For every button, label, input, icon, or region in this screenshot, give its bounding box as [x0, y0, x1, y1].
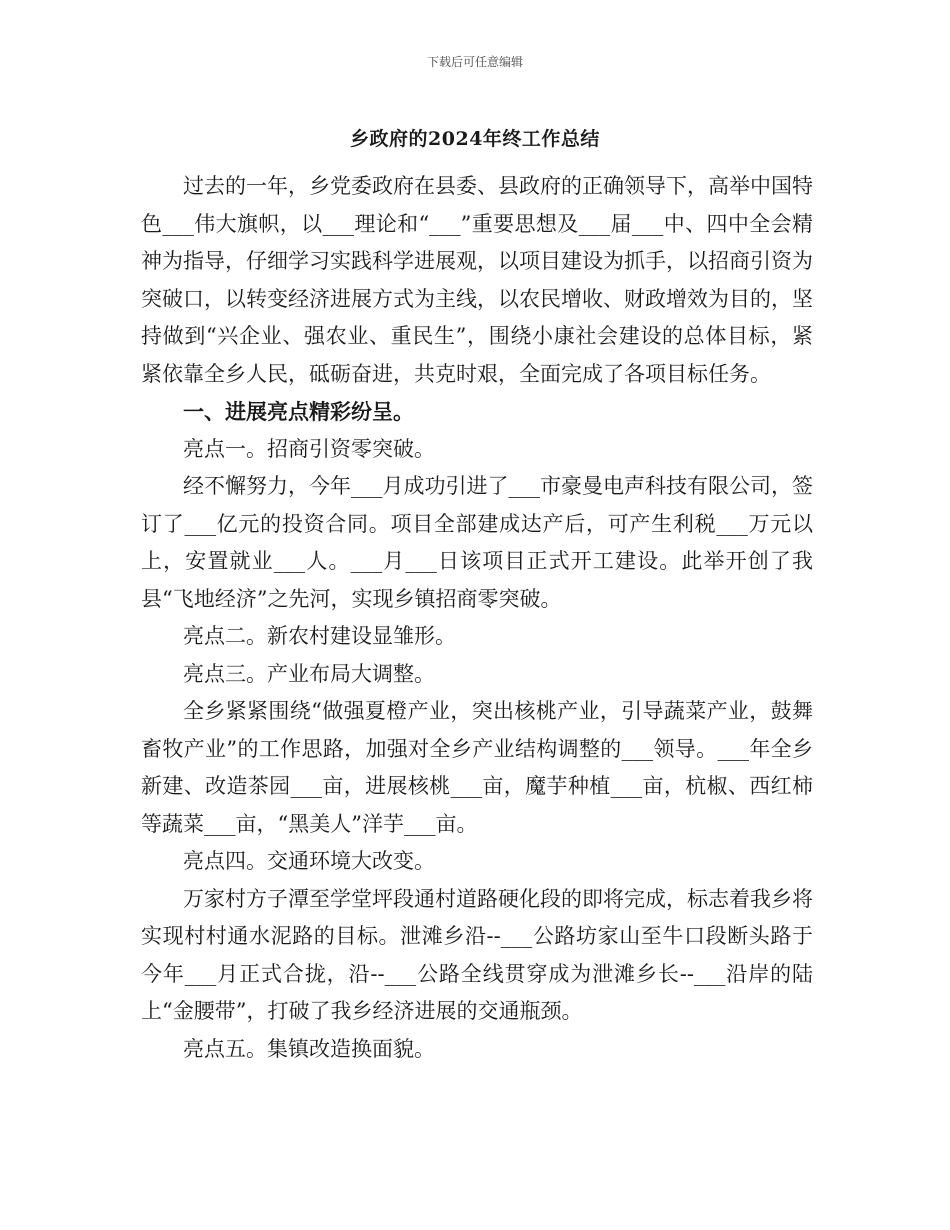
highlight-heading: 亮点五。集镇改造换面貌。: [183, 1036, 435, 1061]
section-heading: 一、进展亮点精彩纷呈。: [183, 399, 414, 424]
highlight-heading: 亮点三。产业布局大调整。: [183, 661, 435, 686]
document-title: 乡政府的2024年终工作总结: [350, 128, 600, 150]
body-paragraph: 全乡紧紧围绕“做强夏橙产业，突出核桃产业，引导蔬菜产业，鼓舞畜牧产业”的工作思路，加强对全乡产业结构调整的___领导。___年全乡新建、改造茶园___亩，进展核桃___亩，魔芋种植___亩，杭椒、西红柿等蔬菜___亩，“黑美人”洋芋___亩。: [141, 699, 813, 836]
body-paragraph: 过去的一年，乡党委政府在县委、县政府的正确领导下，高举中国特色___伟大旗帜，以___理论和“___”重要思想及___届___中、四中全会精神为指导，仔细学习实践科学进展观，以项目建设为抓手，以招商引资为突破口，以转变经济进展方式为主线，以农民增收、财政增效为目的，坚持做到“兴企业、强农业、重民生”，围绕小康社会建设的总体目标，紧紧依靠全乡人民，砥砺奋进，共克时艰，全面完成了各项目标任务。: [141, 174, 813, 386]
highlight-heading: 亮点四。交通环境大改变。: [183, 849, 435, 873]
highlight-heading: 亮点二。新农村建设显雏形。: [183, 624, 456, 648]
body-paragraph: 万家村方子潭至学堂坪段通村道路硬化段的即将完成，标志着我乡将实现村村通水泥路的目标。泄滩乡沿--___公路坊家山至牛口段断头路于今年___月正式合拢，沿--___公路全线贯穿成为泄滩乡长--___沿岸的陆上“金腰带”，打破了我乡经济进展的交通瓶颈。: [141, 886, 813, 1023]
highlight-heading: 亮点一。招商引资零突破。: [183, 436, 435, 461]
body-paragraph: 经不懈努力，今年___月成功引进了___市豪曼电声科技有限公司，签订了___亿元的投资合同。项目全部建成达产后，可产生利税___万元以上，安置就业___人。___月___日该项目正式开工建设。此举开创了我县“飞地经济”之先河，实现乡镇招商零突破。: [141, 474, 813, 611]
page-header-note: 下载后可任意编辑: [426, 55, 523, 69]
document-body: [141, 168, 813, 1068]
